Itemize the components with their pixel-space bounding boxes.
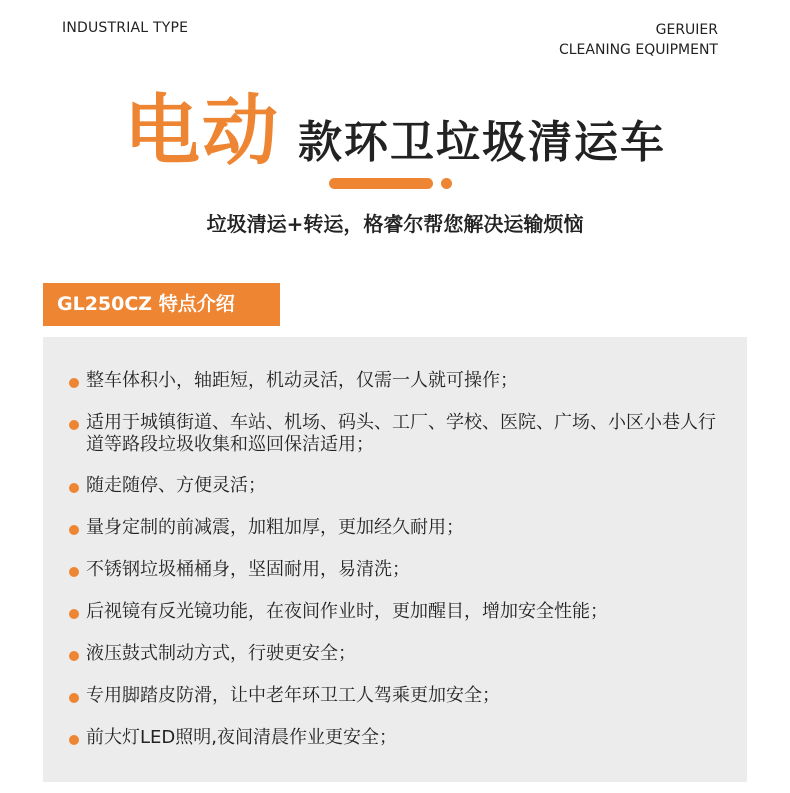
bullet-dot-icon <box>69 735 79 745</box>
bullet-dot-icon <box>69 483 79 493</box>
section-heading: GL250CZ 特点介绍 <box>43 283 280 326</box>
feature-text: 适用于城镇街道、车站、机场、码头、工厂、学校、医院、广场、小区小巷人行道等路段垃圾收集和巡回保洁适用； <box>86 412 716 455</box>
feature-item <box>69 559 727 581</box>
feature-text: 专用脚踏皮防滑，让中老年环卫工人驾乘更加安全； <box>86 685 500 706</box>
feature-text: 不锈钢垃圾桶桶身，坚固耐用，易清洗； <box>86 559 410 580</box>
feature-text: 后视镜有反光镜功能，在夜间作业时，更加醒目，增加安全性能； <box>86 601 608 622</box>
bullet-dot-icon <box>69 609 79 619</box>
industrial-type-label: INDUSTRIAL TYPE <box>62 20 189 36</box>
feature-item <box>69 601 727 623</box>
divider-dot <box>441 178 452 189</box>
feature-text: 整车体积小，轴距短，机动灵活，仅需一人就可操作； <box>86 370 518 391</box>
features-panel <box>43 337 747 782</box>
brand-tagline: CLEANING EQUIPMENT <box>558 42 718 58</box>
feature-item <box>69 685 727 707</box>
feature-text: 液压鼓式制动方式，行驶更安全； <box>86 643 356 664</box>
feature-text: 前大灯LED照明,夜间清晨作业更安全； <box>86 727 397 748</box>
bullet-dot-icon <box>69 378 79 388</box>
feature-item <box>69 517 727 539</box>
bullet-dot-icon <box>69 525 79 535</box>
bullet-dot-icon <box>69 567 79 577</box>
title-accent: 电动 <box>124 86 280 175</box>
feature-item <box>69 412 727 456</box>
feature-text: 量身定制的前减震，加粗加厚，更加经久耐用； <box>86 517 464 538</box>
bullet-dot-icon <box>69 693 79 703</box>
feature-item <box>69 370 727 392</box>
page-title <box>0 70 790 179</box>
title-divider <box>329 178 452 189</box>
subtitle: 垃圾清运+转运，格睿尔帮您解决运输烦恼 <box>206 212 584 236</box>
bullet-dot-icon <box>69 651 79 661</box>
brand-name: GERUIER <box>655 22 718 38</box>
feature-item <box>69 643 727 665</box>
feature-item <box>69 727 727 749</box>
brand-label <box>559 20 718 60</box>
title-rest: 款环卫垃圾清运车 <box>298 117 666 168</box>
feature-item <box>69 475 727 497</box>
bullet-dot-icon <box>69 420 79 430</box>
divider-bar <box>329 178 433 189</box>
feature-text: 随走随停、方便灵活； <box>86 475 266 496</box>
